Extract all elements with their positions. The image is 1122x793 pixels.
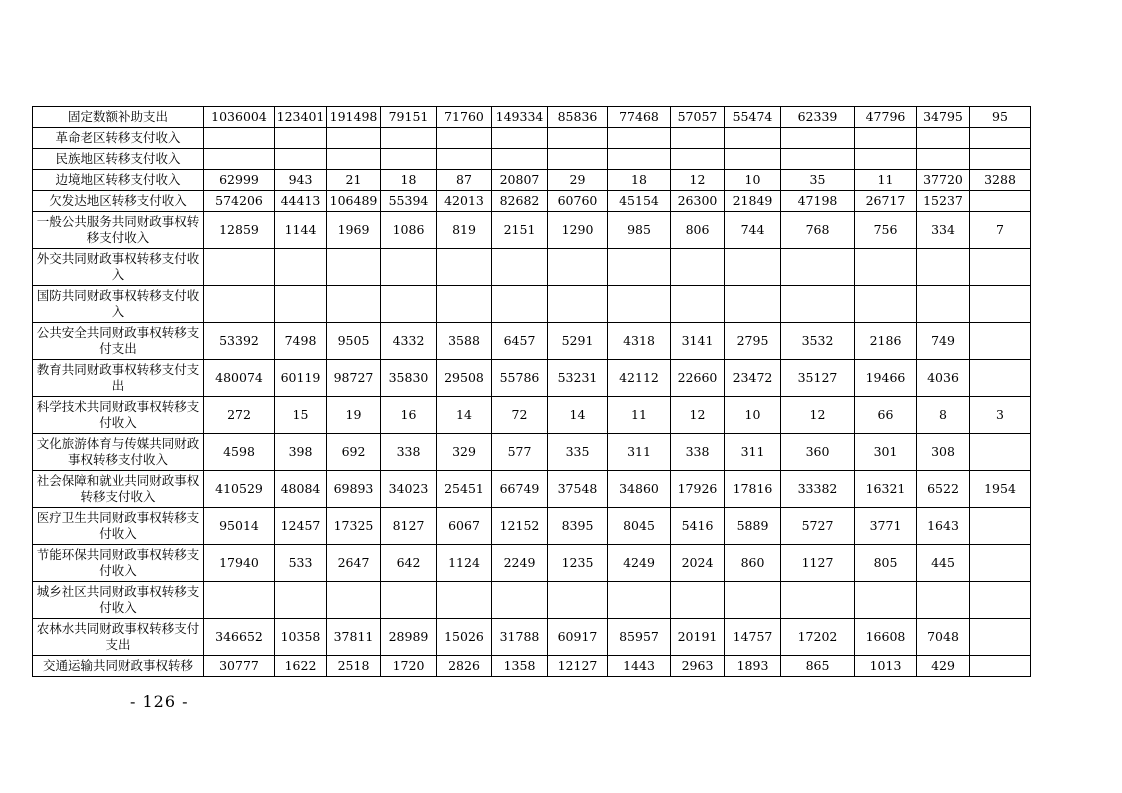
table-cell: 23472 xyxy=(725,360,781,397)
table-cell: 17202 xyxy=(781,619,855,656)
table-cell: 12152 xyxy=(492,508,548,545)
table-cell xyxy=(671,128,725,149)
table-cell: 123401 xyxy=(275,107,327,128)
table-cell: 66749 xyxy=(492,471,548,508)
table-cell: 3288 xyxy=(970,170,1031,191)
row-label: 公共安全共同财政事权转移支付支出 xyxy=(33,323,204,360)
table-cell xyxy=(725,582,781,619)
table-cell xyxy=(671,582,725,619)
table-cell: 4332 xyxy=(381,323,437,360)
table-cell xyxy=(327,249,381,286)
row-label: 外交共同财政事权转移支付收入 xyxy=(33,249,204,286)
table-cell xyxy=(608,149,671,170)
table-cell xyxy=(671,149,725,170)
table-cell xyxy=(970,249,1031,286)
table-cell xyxy=(970,619,1031,656)
table-cell: 2795 xyxy=(725,323,781,360)
table-cell: 12 xyxy=(671,397,725,434)
table-cell xyxy=(970,149,1031,170)
table-cell: 2518 xyxy=(327,656,381,677)
table-row xyxy=(33,360,1031,397)
table-cell xyxy=(327,128,381,149)
table-cell: 14 xyxy=(548,397,608,434)
table-cell: 7 xyxy=(970,212,1031,249)
table-cell xyxy=(437,286,492,323)
page-number: - 126 - xyxy=(130,692,189,711)
table-cell: 149334 xyxy=(492,107,548,128)
table-cell: 15237 xyxy=(917,191,970,212)
table-cell xyxy=(855,149,917,170)
table-row xyxy=(33,508,1031,545)
table-cell: 1086 xyxy=(381,212,437,249)
table-cell xyxy=(970,191,1031,212)
table-cell: 1893 xyxy=(725,656,781,677)
table-cell xyxy=(781,286,855,323)
row-label: 文化旅游体育与传媒共同财政事权转移支付收入 xyxy=(33,434,204,471)
table-cell: 574206 xyxy=(204,191,275,212)
table-cell: 22660 xyxy=(671,360,725,397)
table-cell xyxy=(917,149,970,170)
table-cell xyxy=(437,582,492,619)
table-cell: 17926 xyxy=(671,471,725,508)
table-cell xyxy=(275,128,327,149)
table-cell: 95014 xyxy=(204,508,275,545)
table-cell: 480074 xyxy=(204,360,275,397)
table-cell: 272 xyxy=(204,397,275,434)
table-cell xyxy=(492,582,548,619)
table-cell: 35830 xyxy=(381,360,437,397)
table-cell: 338 xyxy=(381,434,437,471)
table-cell: 37720 xyxy=(917,170,970,191)
table-cell: 16321 xyxy=(855,471,917,508)
table-cell: 2826 xyxy=(437,656,492,677)
row-label: 一般公共服务共同财政事权转移支付收入 xyxy=(33,212,204,249)
table-cell xyxy=(970,434,1031,471)
table-cell: 3532 xyxy=(781,323,855,360)
row-label: 教育共同财政事权转移支付支出 xyxy=(33,360,204,397)
table-cell: 860 xyxy=(725,545,781,582)
table-cell: 865 xyxy=(781,656,855,677)
table-cell: 311 xyxy=(608,434,671,471)
row-label: 农林水共同财政事权转移支付支出 xyxy=(33,619,204,656)
row-label: 欠发达地区转移支付收入 xyxy=(33,191,204,212)
table-cell: 805 xyxy=(855,545,917,582)
table-cell: 2024 xyxy=(671,545,725,582)
table-cell: 4249 xyxy=(608,545,671,582)
table-cell: 87 xyxy=(437,170,492,191)
table-cell xyxy=(608,582,671,619)
table-row xyxy=(33,434,1031,471)
table-cell: 445 xyxy=(917,545,970,582)
table-cell: 2186 xyxy=(855,323,917,360)
table-row xyxy=(33,286,1031,323)
table-cell: 1036004 xyxy=(204,107,275,128)
table-cell: 749 xyxy=(917,323,970,360)
table-row xyxy=(33,107,1031,128)
table-cell: 410529 xyxy=(204,471,275,508)
table-cell xyxy=(381,286,437,323)
row-label: 节能环保共同财政事权转移支付收入 xyxy=(33,545,204,582)
table-cell xyxy=(781,149,855,170)
table-cell xyxy=(437,149,492,170)
table-cell: 47198 xyxy=(781,191,855,212)
table-cell: 819 xyxy=(437,212,492,249)
table-cell xyxy=(608,249,671,286)
table-cell: 20807 xyxy=(492,170,548,191)
row-label: 医疗卫生共同财政事权转移支付收入 xyxy=(33,508,204,545)
row-label: 国防共同财政事权转移支付收入 xyxy=(33,286,204,323)
table-cell: 11 xyxy=(608,397,671,434)
table-cell: 1622 xyxy=(275,656,327,677)
table-cell xyxy=(970,508,1031,545)
table-cell xyxy=(725,249,781,286)
table-cell: 642 xyxy=(381,545,437,582)
table-cell: 311 xyxy=(725,434,781,471)
table-row xyxy=(33,471,1031,508)
table-cell: 1124 xyxy=(437,545,492,582)
table-cell: 85836 xyxy=(548,107,608,128)
table-cell: 5291 xyxy=(548,323,608,360)
table-cell: 12127 xyxy=(548,656,608,677)
table-cell: 2151 xyxy=(492,212,548,249)
table-cell: 48084 xyxy=(275,471,327,508)
table-cell xyxy=(204,286,275,323)
table-cell xyxy=(725,149,781,170)
table-cell: 4036 xyxy=(917,360,970,397)
table-cell: 34860 xyxy=(608,471,671,508)
table-cell: 12 xyxy=(781,397,855,434)
table-cell xyxy=(917,582,970,619)
table-cell xyxy=(492,128,548,149)
table-cell: 7048 xyxy=(917,619,970,656)
table-cell: 335 xyxy=(548,434,608,471)
table-cell: 72 xyxy=(492,397,548,434)
table-cell: 71760 xyxy=(437,107,492,128)
row-label: 民族地区转移支付收入 xyxy=(33,149,204,170)
table-cell: 2249 xyxy=(492,545,548,582)
table-cell: 756 xyxy=(855,212,917,249)
table-row xyxy=(33,249,1031,286)
table-row xyxy=(33,656,1031,677)
table-cell: 26717 xyxy=(855,191,917,212)
table-cell: 28989 xyxy=(381,619,437,656)
table-cell: 8395 xyxy=(548,508,608,545)
table-row xyxy=(33,582,1031,619)
table-cell: 3141 xyxy=(671,323,725,360)
table-cell: 533 xyxy=(275,545,327,582)
table-cell xyxy=(671,286,725,323)
table-cell: 2963 xyxy=(671,656,725,677)
table-cell xyxy=(204,149,275,170)
table-cell: 8045 xyxy=(608,508,671,545)
table-cell xyxy=(204,249,275,286)
table-cell: 7498 xyxy=(275,323,327,360)
table-cell: 60760 xyxy=(548,191,608,212)
table-cell: 577 xyxy=(492,434,548,471)
table-cell: 42013 xyxy=(437,191,492,212)
table-cell xyxy=(917,286,970,323)
row-label: 交通运输共同财政事权转移 xyxy=(33,656,204,677)
table-cell: 768 xyxy=(781,212,855,249)
table-cell: 16608 xyxy=(855,619,917,656)
table-cell: 4598 xyxy=(204,434,275,471)
table-cell xyxy=(437,249,492,286)
table-cell: 14 xyxy=(437,397,492,434)
table-cell: 69893 xyxy=(327,471,381,508)
table-cell: 11 xyxy=(855,170,917,191)
table-cell: 55786 xyxy=(492,360,548,397)
table-cell: 1127 xyxy=(781,545,855,582)
table-cell: 57057 xyxy=(671,107,725,128)
table-cell: 17325 xyxy=(327,508,381,545)
table-cell xyxy=(548,286,608,323)
table-cell: 308 xyxy=(917,434,970,471)
table-cell xyxy=(970,323,1031,360)
table-cell xyxy=(970,656,1031,677)
table-cell xyxy=(917,128,970,149)
table-cell: 62339 xyxy=(781,107,855,128)
table-cell xyxy=(725,286,781,323)
table-cell: 18 xyxy=(608,170,671,191)
table-cell: 30777 xyxy=(204,656,275,677)
table-cell: 334 xyxy=(917,212,970,249)
table-cell: 744 xyxy=(725,212,781,249)
table-cell xyxy=(725,128,781,149)
table-cell: 6457 xyxy=(492,323,548,360)
table-cell: 82682 xyxy=(492,191,548,212)
table-cell xyxy=(970,545,1031,582)
table-row xyxy=(33,191,1031,212)
table-cell: 12 xyxy=(671,170,725,191)
table-cell xyxy=(492,149,548,170)
table-cell: 429 xyxy=(917,656,970,677)
table-cell: 26300 xyxy=(671,191,725,212)
table-cell: 9505 xyxy=(327,323,381,360)
table-cell: 42112 xyxy=(608,360,671,397)
table-row xyxy=(33,212,1031,249)
table-cell: 85957 xyxy=(608,619,671,656)
table-cell xyxy=(275,582,327,619)
table-cell: 37811 xyxy=(327,619,381,656)
table-cell xyxy=(917,249,970,286)
table-cell: 6522 xyxy=(917,471,970,508)
table-cell: 53392 xyxy=(204,323,275,360)
table-row xyxy=(33,170,1031,191)
table-cell: 29508 xyxy=(437,360,492,397)
row-label: 固定数额补助支出 xyxy=(33,107,204,128)
table-cell: 10358 xyxy=(275,619,327,656)
table-cell xyxy=(855,286,917,323)
table-cell: 17940 xyxy=(204,545,275,582)
table-cell: 14757 xyxy=(725,619,781,656)
table-cell xyxy=(327,149,381,170)
table-cell xyxy=(275,286,327,323)
table-cell xyxy=(781,128,855,149)
table-cell: 44413 xyxy=(275,191,327,212)
table-cell: 29 xyxy=(548,170,608,191)
table-cell: 34023 xyxy=(381,471,437,508)
table-cell: 1013 xyxy=(855,656,917,677)
table-cell: 106489 xyxy=(327,191,381,212)
table-cell xyxy=(492,286,548,323)
table-cell: 21849 xyxy=(725,191,781,212)
table-cell: 3 xyxy=(970,397,1031,434)
table-cell xyxy=(548,149,608,170)
table-cell: 53231 xyxy=(548,360,608,397)
table-cell: 55394 xyxy=(381,191,437,212)
table-cell xyxy=(855,128,917,149)
table-cell xyxy=(381,128,437,149)
table-cell: 943 xyxy=(275,170,327,191)
table-cell xyxy=(327,286,381,323)
table-cell: 10 xyxy=(725,170,781,191)
table-cell: 25451 xyxy=(437,471,492,508)
table-cell: 338 xyxy=(671,434,725,471)
table-cell xyxy=(437,128,492,149)
table-cell: 692 xyxy=(327,434,381,471)
table-cell: 33382 xyxy=(781,471,855,508)
table-cell: 15026 xyxy=(437,619,492,656)
table-cell: 95 xyxy=(970,107,1031,128)
table-cell: 15 xyxy=(275,397,327,434)
table-cell: 1358 xyxy=(492,656,548,677)
row-label: 城乡社区共同财政事权转移支付收入 xyxy=(33,582,204,619)
table-cell: 1643 xyxy=(917,508,970,545)
table-cell: 18 xyxy=(381,170,437,191)
table-cell: 79151 xyxy=(381,107,437,128)
table-cell: 1954 xyxy=(970,471,1031,508)
table-cell: 19466 xyxy=(855,360,917,397)
table-cell: 60917 xyxy=(548,619,608,656)
table-cell xyxy=(608,128,671,149)
table-cell: 60119 xyxy=(275,360,327,397)
table-cell: 47796 xyxy=(855,107,917,128)
table-cell: 5889 xyxy=(725,508,781,545)
row-label: 科学技术共同财政事权转移支付收入 xyxy=(33,397,204,434)
table-row xyxy=(33,149,1031,170)
table-cell: 398 xyxy=(275,434,327,471)
table-cell: 12859 xyxy=(204,212,275,249)
table-cell xyxy=(204,582,275,619)
table-cell: 5416 xyxy=(671,508,725,545)
row-label: 边境地区转移支付收入 xyxy=(33,170,204,191)
table-cell: 35127 xyxy=(781,360,855,397)
table-cell xyxy=(970,286,1031,323)
table-cell: 77468 xyxy=(608,107,671,128)
table-cell: 10 xyxy=(725,397,781,434)
table-cell: 191498 xyxy=(327,107,381,128)
table-cell xyxy=(381,582,437,619)
table-cell xyxy=(970,360,1031,397)
table-cell xyxy=(381,149,437,170)
table-cell: 301 xyxy=(855,434,917,471)
table-cell: 2647 xyxy=(327,545,381,582)
row-label: 社会保障和就业共同财政事权转移支付收入 xyxy=(33,471,204,508)
table-row xyxy=(33,323,1031,360)
table-cell: 55474 xyxy=(725,107,781,128)
table-cell: 62999 xyxy=(204,170,275,191)
table-cell xyxy=(855,249,917,286)
finance-table xyxy=(32,106,1031,677)
table-cell xyxy=(970,582,1031,619)
table-row xyxy=(33,397,1031,434)
table-cell xyxy=(381,249,437,286)
table-cell: 329 xyxy=(437,434,492,471)
table-cell: 5727 xyxy=(781,508,855,545)
table-row xyxy=(33,545,1031,582)
table-row xyxy=(33,619,1031,656)
table-cell xyxy=(492,249,548,286)
table-cell xyxy=(970,128,1031,149)
table-cell: 45154 xyxy=(608,191,671,212)
table-cell: 1290 xyxy=(548,212,608,249)
table-cell: 1969 xyxy=(327,212,381,249)
table-cell xyxy=(548,249,608,286)
table-cell xyxy=(275,149,327,170)
table-cell: 31788 xyxy=(492,619,548,656)
row-label: 革命老区转移支付收入 xyxy=(33,128,204,149)
table-cell: 6067 xyxy=(437,508,492,545)
table-cell: 346652 xyxy=(204,619,275,656)
table-cell: 4318 xyxy=(608,323,671,360)
table-cell: 19 xyxy=(327,397,381,434)
table-cell xyxy=(781,249,855,286)
table-cell: 1235 xyxy=(548,545,608,582)
table-cell xyxy=(608,286,671,323)
table-cell xyxy=(781,582,855,619)
table-cell: 34795 xyxy=(917,107,970,128)
table-cell: 8 xyxy=(917,397,970,434)
table-cell: 12457 xyxy=(275,508,327,545)
table-cell: 16 xyxy=(381,397,437,434)
table-cell: 66 xyxy=(855,397,917,434)
table-cell: 37548 xyxy=(548,471,608,508)
table-cell: 806 xyxy=(671,212,725,249)
table-cell: 20191 xyxy=(671,619,725,656)
table-cell: 1144 xyxy=(275,212,327,249)
table-cell xyxy=(548,582,608,619)
table-row xyxy=(33,128,1031,149)
table-cell: 3588 xyxy=(437,323,492,360)
table-cell xyxy=(275,249,327,286)
table-cell: 21 xyxy=(327,170,381,191)
table-cell: 3771 xyxy=(855,508,917,545)
table-cell xyxy=(855,582,917,619)
table-cell: 8127 xyxy=(381,508,437,545)
table-cell: 1443 xyxy=(608,656,671,677)
table-cell: 360 xyxy=(781,434,855,471)
table-cell xyxy=(204,128,275,149)
table-cell: 98727 xyxy=(327,360,381,397)
table-cell xyxy=(327,582,381,619)
table-cell xyxy=(548,128,608,149)
table-cell xyxy=(671,249,725,286)
table-cell: 985 xyxy=(608,212,671,249)
table-cell: 35 xyxy=(781,170,855,191)
table-cell: 1720 xyxy=(381,656,437,677)
table-cell: 17816 xyxy=(725,471,781,508)
